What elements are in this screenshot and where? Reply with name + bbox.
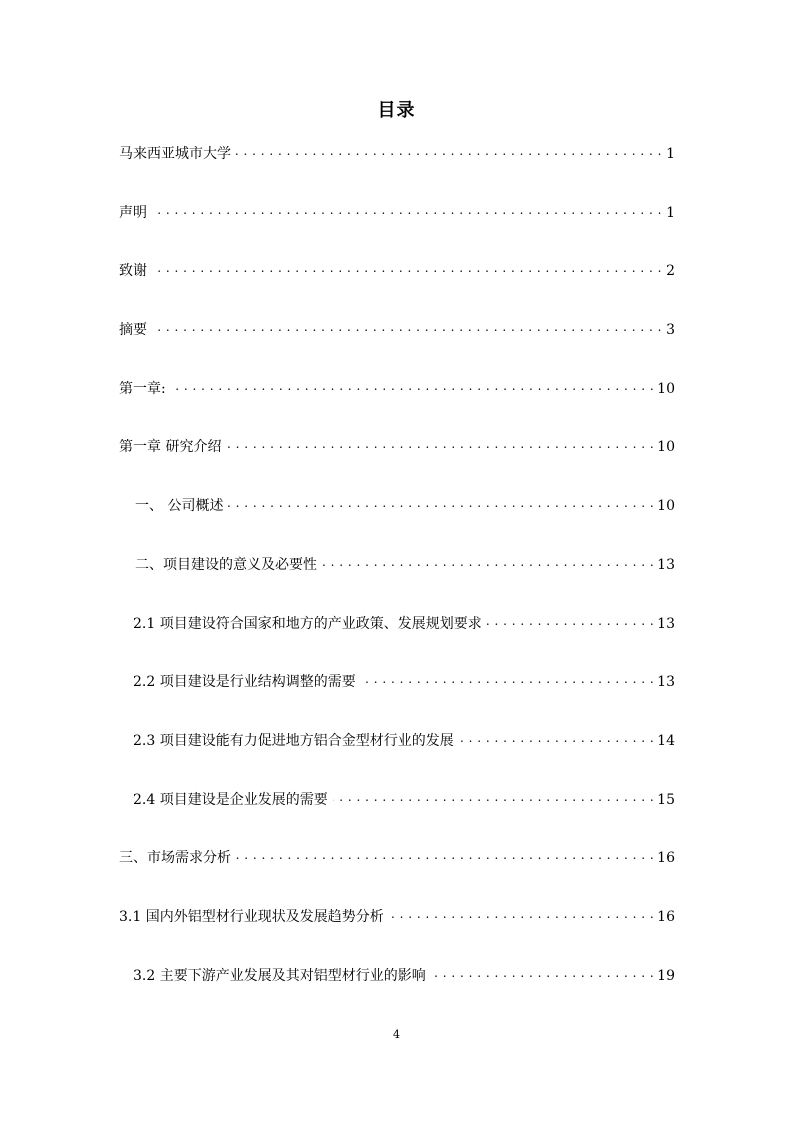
toc-entry-page: 2 — [666, 263, 675, 280]
toc-entry[interactable] — [119, 144, 675, 203]
toc-entry[interactable] — [119, 320, 675, 379]
dot-leader — [431, 966, 654, 980]
toc-entry-label: 二、项目建设的意义及必要性 — [135, 556, 317, 573]
toc-entry-label: 2.1 项目建设符合国家和地方的产业政策、发展规划要求 — [133, 615, 482, 632]
dot-leader — [228, 496, 654, 510]
toc-entry[interactable] — [119, 496, 675, 555]
toc-entry[interactable] — [119, 907, 675, 966]
dot-leader — [236, 848, 654, 862]
toc-entry-page: 3 — [666, 322, 675, 339]
dot-leader — [487, 614, 654, 628]
toc-entry[interactable] — [119, 203, 675, 262]
toc-entry-page: 16 — [657, 908, 675, 925]
toc-entry-page: 1 — [666, 146, 675, 162]
toc-entry-page: 15 — [657, 791, 675, 808]
toc-entry[interactable] — [119, 437, 675, 496]
dot-leader — [152, 261, 662, 275]
dot-leader — [152, 203, 662, 217]
toc-entry[interactable] — [119, 672, 675, 731]
toc-entry-label: 声明 — [119, 204, 147, 221]
dot-leader — [389, 907, 654, 921]
toc-entry[interactable] — [119, 614, 675, 673]
toc-entry-page: 10 — [657, 380, 675, 397]
toc-entry-page: 10 — [657, 439, 675, 456]
dot-leader — [152, 320, 662, 334]
toc-entry-page: 13 — [657, 615, 675, 632]
toc-entry-label: 一、 公司概述 — [135, 498, 224, 515]
dot-leader — [226, 437, 654, 451]
toc-entry-page: 16 — [657, 850, 675, 867]
toc-entry-label: 2.4 项目建设是企业发展的需要 — [133, 791, 328, 808]
toc-entry[interactable] — [119, 790, 675, 849]
toc-entry-label: 三、市场需求分析 — [119, 850, 231, 867]
toc-entry-label: 第一章 研究介绍 — [119, 439, 222, 456]
toc-entry[interactable] — [119, 379, 675, 438]
dot-leader — [361, 672, 654, 686]
toc-entry[interactable] — [119, 848, 675, 907]
toc-entry[interactable] — [119, 731, 675, 790]
toc-entry[interactable] — [119, 555, 675, 614]
toc-entry[interactable] — [119, 261, 675, 320]
dot-leader — [322, 555, 654, 569]
table-of-contents — [119, 144, 675, 1024]
dot-leader — [333, 790, 654, 804]
toc-entry-label: 3.2 主要下游产业发展及其对铝型材行业的影响 — [133, 967, 426, 984]
toc-entry-label: 2.2 项目建设是行业结构调整的需要 — [133, 674, 356, 691]
toc-title: 目录 — [377, 100, 416, 121]
toc-entry-page: 13 — [657, 556, 675, 573]
toc-entry-page: 1 — [666, 204, 675, 221]
toc-entry-label: 第一章: — [119, 380, 166, 397]
toc-entry[interactable] — [119, 966, 675, 1025]
dot-leader — [236, 144, 662, 158]
page-number: 4 — [393, 1028, 400, 1041]
toc-entry-label: 摘要 — [119, 322, 147, 339]
toc-entry-label: 马来西亚城市大学 — [119, 146, 231, 162]
toc-entry-label: 3.1 国内外铝型材行业现状及发展趋势分析 — [119, 908, 384, 925]
toc-entry-page: 14 — [657, 732, 675, 749]
toc-entry-page: 13 — [657, 674, 675, 691]
dot-leader — [459, 731, 654, 745]
dot-leader — [171, 379, 654, 393]
toc-entry-page: 10 — [657, 498, 675, 515]
toc-entry-label: 致谢 — [119, 263, 147, 280]
toc-entry-page: 19 — [657, 967, 675, 984]
toc-entry-label: 2.3 项目建设能有力促进地方铝合金型材行业的发展 — [133, 732, 454, 749]
